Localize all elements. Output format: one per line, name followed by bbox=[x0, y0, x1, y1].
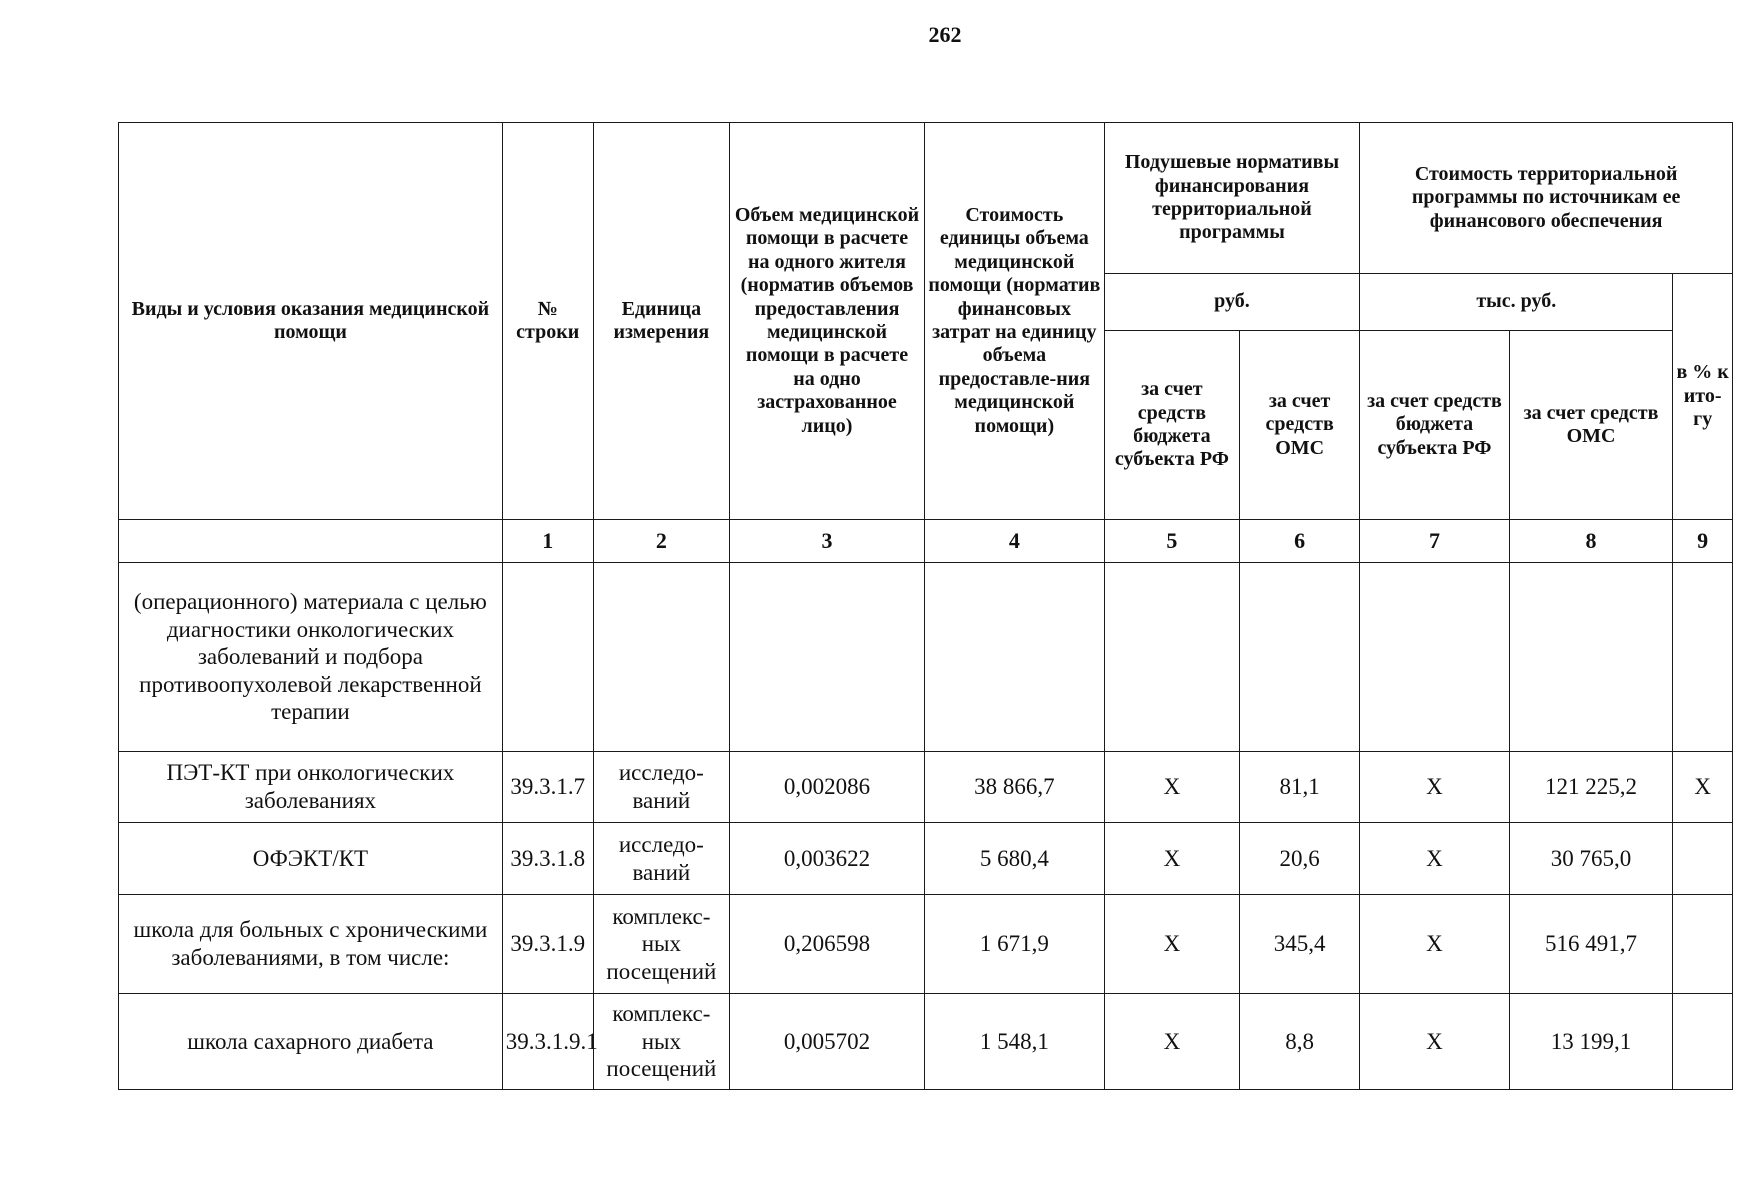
table-row bbox=[119, 752, 1733, 823]
header-unit-thousand-rub: тыс. руб. bbox=[1360, 274, 1673, 331]
row-budget-rub: X bbox=[1104, 752, 1239, 823]
row-oms-rub bbox=[1240, 563, 1360, 752]
row-oms-thousand: 121 225,2 bbox=[1509, 752, 1673, 823]
row-oms-thousand bbox=[1509, 563, 1673, 752]
header-unit-cost: Стоимость единицы объема медицинской помощи (норматив финансовых затрат на единицу объема предоставле-ния медицинской помощи) bbox=[924, 123, 1104, 520]
row-budget-thousand: X bbox=[1360, 823, 1509, 895]
header-regional-budget-rub: за счет средств бюджета субъекта РФ bbox=[1104, 331, 1239, 520]
row-unit-cost: 38 866,7 bbox=[924, 752, 1104, 823]
row-volume: 0,003622 bbox=[730, 823, 925, 895]
header-oms-rub: за счет средств ОМС bbox=[1240, 331, 1360, 520]
row-number: 39.3.1.8 bbox=[502, 823, 593, 895]
row-volume: 0,002086 bbox=[730, 752, 925, 823]
row-oms-thousand: 13 199,1 bbox=[1509, 994, 1673, 1090]
row-name: ОФЭКТ/КТ bbox=[119, 823, 503, 895]
row-budget-rub: X bbox=[1104, 895, 1239, 994]
row-unit-cost: 1 671,9 bbox=[924, 895, 1104, 994]
row-budget-thousand bbox=[1360, 563, 1509, 752]
column-number: 9 bbox=[1673, 520, 1733, 563]
row-name: (операционного) материала с целью диагностики онкологических заболеваний и подбора противоопухолевой лекарственной терапии bbox=[119, 563, 503, 752]
row-oms-thousand: 30 765,0 bbox=[1509, 823, 1673, 895]
row-percent bbox=[1673, 823, 1733, 895]
row-oms-rub: 345,4 bbox=[1240, 895, 1360, 994]
column-number-empty bbox=[119, 520, 503, 563]
row-number: 39.3.1.9 bbox=[502, 895, 593, 994]
row-unit-cost: 5 680,4 bbox=[924, 823, 1104, 895]
header-kinds-and-conditions: Виды и условия оказания медицинской помощи bbox=[119, 123, 503, 520]
column-number: 1 bbox=[502, 520, 593, 563]
row-budget-thousand: X bbox=[1360, 752, 1509, 823]
row-percent bbox=[1673, 994, 1733, 1090]
row-budget-rub: X bbox=[1104, 823, 1239, 895]
row-name: школа для больных с хроническими заболеваниями, в том числе: bbox=[119, 895, 503, 994]
row-oms-rub: 81,1 bbox=[1240, 752, 1360, 823]
row-volume: 0,206598 bbox=[730, 895, 925, 994]
row-budget-thousand: X bbox=[1360, 994, 1509, 1090]
row-percent: X bbox=[1673, 752, 1733, 823]
row-oms-thousand: 516 491,7 bbox=[1509, 895, 1673, 994]
row-percent bbox=[1673, 563, 1733, 752]
row-unit: комплекс-ных посещений bbox=[593, 994, 729, 1090]
header-volume: Объем медицинской помощи в расчете на одного жителя (норматив объемов предоставления медицинской помощи в расчете на одно застрахованное лицо) bbox=[730, 123, 925, 520]
financing-table bbox=[118, 122, 1733, 1090]
row-budget-rub: X bbox=[1104, 994, 1239, 1090]
row-unit bbox=[593, 563, 729, 752]
row-oms-rub: 8,8 bbox=[1240, 994, 1360, 1090]
header-percent-of-total: в % к ито-гу bbox=[1673, 274, 1733, 520]
row-number: 39.3.1.9.1 bbox=[502, 994, 593, 1090]
row-name: ПЭТ-КТ при онкологических заболеваниях bbox=[119, 752, 503, 823]
table-row bbox=[119, 563, 1733, 752]
table-row bbox=[119, 895, 1733, 994]
row-unit: исследо-ваний bbox=[593, 823, 729, 895]
table-row bbox=[119, 994, 1733, 1090]
row-name: школа сахарного диабета bbox=[119, 994, 503, 1090]
header-program-cost: Стоимость территориальной программы по источникам ее финансового обеспечения bbox=[1360, 123, 1733, 274]
row-number bbox=[502, 563, 593, 752]
column-number: 3 bbox=[730, 520, 925, 563]
row-oms-rub: 20,6 bbox=[1240, 823, 1360, 895]
row-budget-rub bbox=[1104, 563, 1239, 752]
row-volume bbox=[730, 563, 925, 752]
row-number: 39.3.1.7 bbox=[502, 752, 593, 823]
row-budget-thousand: X bbox=[1360, 895, 1509, 994]
header-oms-thousand: за счет средств ОМС bbox=[1509, 331, 1673, 520]
column-number: 5 bbox=[1104, 520, 1239, 563]
column-number: 6 bbox=[1240, 520, 1360, 563]
row-unit-cost bbox=[924, 563, 1104, 752]
column-number: 2 bbox=[593, 520, 729, 563]
table-row bbox=[119, 823, 1733, 895]
row-unit-cost: 1 548,1 bbox=[924, 994, 1104, 1090]
page-number: 262 bbox=[928, 22, 962, 47]
header-unit: Единица измерения bbox=[593, 123, 729, 520]
header-regional-budget-thousand: за счет средств бюджета субъекта РФ bbox=[1360, 331, 1509, 520]
row-unit: комплекс-ных посещений bbox=[593, 895, 729, 994]
column-number: 4 bbox=[924, 520, 1104, 563]
row-unit: исследо-ваний bbox=[593, 752, 729, 823]
header-per-capita-norms: Подушевые нормативы финансирования территориальной программы bbox=[1104, 123, 1360, 274]
column-number-row bbox=[119, 520, 1733, 563]
row-percent bbox=[1673, 895, 1733, 994]
row-volume: 0,005702 bbox=[730, 994, 925, 1090]
column-number: 7 bbox=[1360, 520, 1509, 563]
header-unit-rub: руб. bbox=[1104, 274, 1360, 331]
header-row-number: № строки bbox=[502, 123, 593, 520]
column-number: 8 bbox=[1509, 520, 1673, 563]
